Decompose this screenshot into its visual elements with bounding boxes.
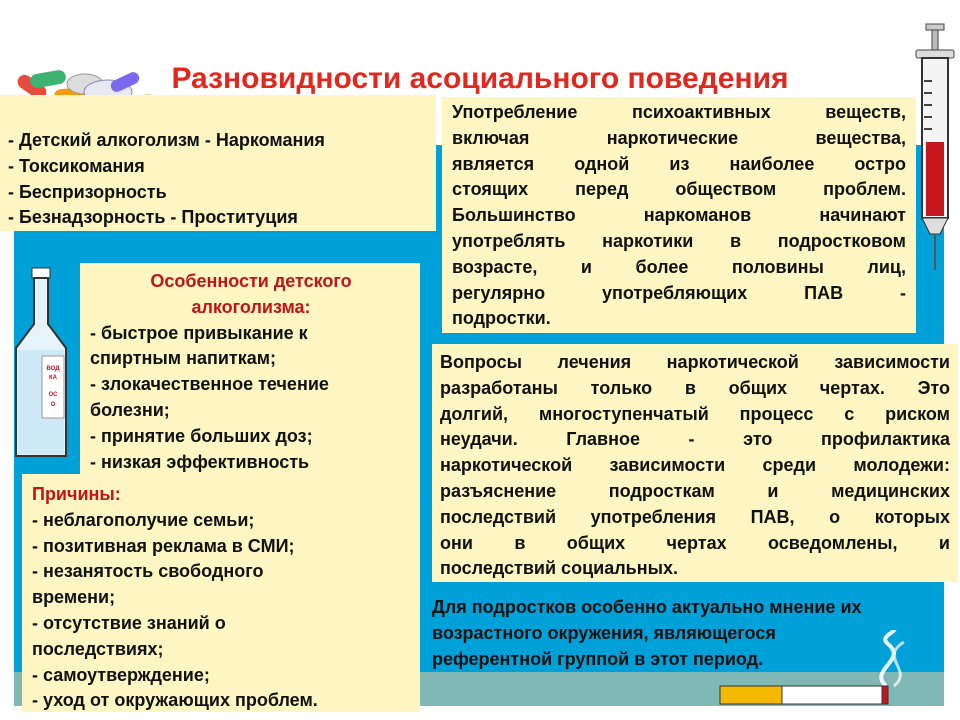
paragraph-line: последствий употребления ПАВ, о которых: [440, 506, 950, 527]
paragraph-line: подростки.: [452, 308, 551, 329]
list-item: - Детский алкоголизм - Наркомания: [8, 130, 325, 150]
paragraph-line: стоящих перед обществом проблем.: [452, 179, 906, 200]
list-item: - отсутствие знаний о: [32, 612, 226, 633]
list-item: - Беспризорность: [8, 181, 167, 202]
substances-box: [442, 97, 916, 333]
box-heading: Причины:: [32, 484, 121, 504]
list-item: - низкая эффективность: [90, 451, 310, 472]
list-item: последствиях;: [32, 638, 164, 659]
list-item: спиртным напиткам;: [90, 348, 277, 369]
paragraph-line: референтной группой в этот период.: [432, 649, 764, 669]
list-item: - злокачественное течение: [90, 374, 329, 395]
list-item: - быстрое привыкание к: [90, 322, 308, 343]
paragraph-line: употреблять наркотики в подростковом: [452, 230, 906, 251]
cigarette-icon: [718, 630, 954, 716]
bottle-label-line: О: [50, 402, 56, 408]
child-alcoholism-box: [80, 263, 420, 477]
paragraph-line: долгий, многоступенчатый процесс с риском: [440, 403, 950, 424]
paragraph-line: наркотической зависимости среди молодежи:: [440, 455, 950, 476]
box-heading: Особенности детского: [150, 271, 352, 291]
list-item: времени;: [32, 587, 116, 608]
paragraph-line: Для подростков особенно актуально мнение их: [432, 597, 862, 617]
bottle-label-line: ВОД: [46, 366, 60, 372]
paragraph-line: возрастного окружения, являющегося: [432, 623, 776, 643]
paragraph-line: Большинство наркоманов начинают: [452, 205, 906, 226]
list-item: болезни;: [90, 399, 170, 420]
list-item: - неблагополучие семьи;: [32, 509, 255, 530]
paragraph-line: разъяснение подросткам и медицинских: [440, 480, 950, 501]
list-item: - позитивная реклама в СМИ;: [32, 535, 295, 556]
syringe-icon: [912, 22, 958, 272]
paragraph-line: неудачи. Главное - это профилактика: [440, 429, 950, 450]
paragraph-line: регулярно употребляющих ПАВ -: [452, 282, 906, 303]
paragraph-line: разработаны только в общих чертах. Это: [440, 377, 950, 398]
bottle-label-line: ОС: [48, 392, 58, 398]
paragraph-line: последствий социальных.: [440, 558, 678, 579]
list-item: - незанятость свободного: [32, 561, 264, 582]
list-item: - принятие больших доз;: [90, 425, 313, 446]
paragraph-line: включая наркотические вещества,: [452, 127, 906, 148]
bottle-label-line: КА: [49, 375, 57, 381]
list-item: - самоутверждение;: [32, 664, 210, 685]
list-item: - Токсикомания: [8, 155, 145, 176]
behavior-types-box: [0, 95, 436, 231]
paragraph-line: Вопросы лечения наркотической зависимости: [440, 352, 950, 372]
paragraph-line: возрасте, и более половины лиц,: [452, 256, 906, 277]
bottle-icon: [10, 266, 70, 462]
page-title: Разновидности асоциального поведения: [171, 62, 789, 96]
paragraph-line: Употребление психоактивных веществ,: [452, 102, 906, 122]
list-item: - Безнадзорность - Проституция: [8, 207, 298, 228]
treatment-box: [432, 344, 958, 582]
list-item: - уход от окружающих проблем.: [32, 690, 318, 711]
paragraph-line: они в общих чертах осведомлены, и: [440, 532, 950, 553]
box-heading: алкоголизма:: [191, 296, 311, 317]
paragraph-line: является одной из наиболее остро: [452, 153, 906, 174]
causes-box: [22, 474, 420, 712]
